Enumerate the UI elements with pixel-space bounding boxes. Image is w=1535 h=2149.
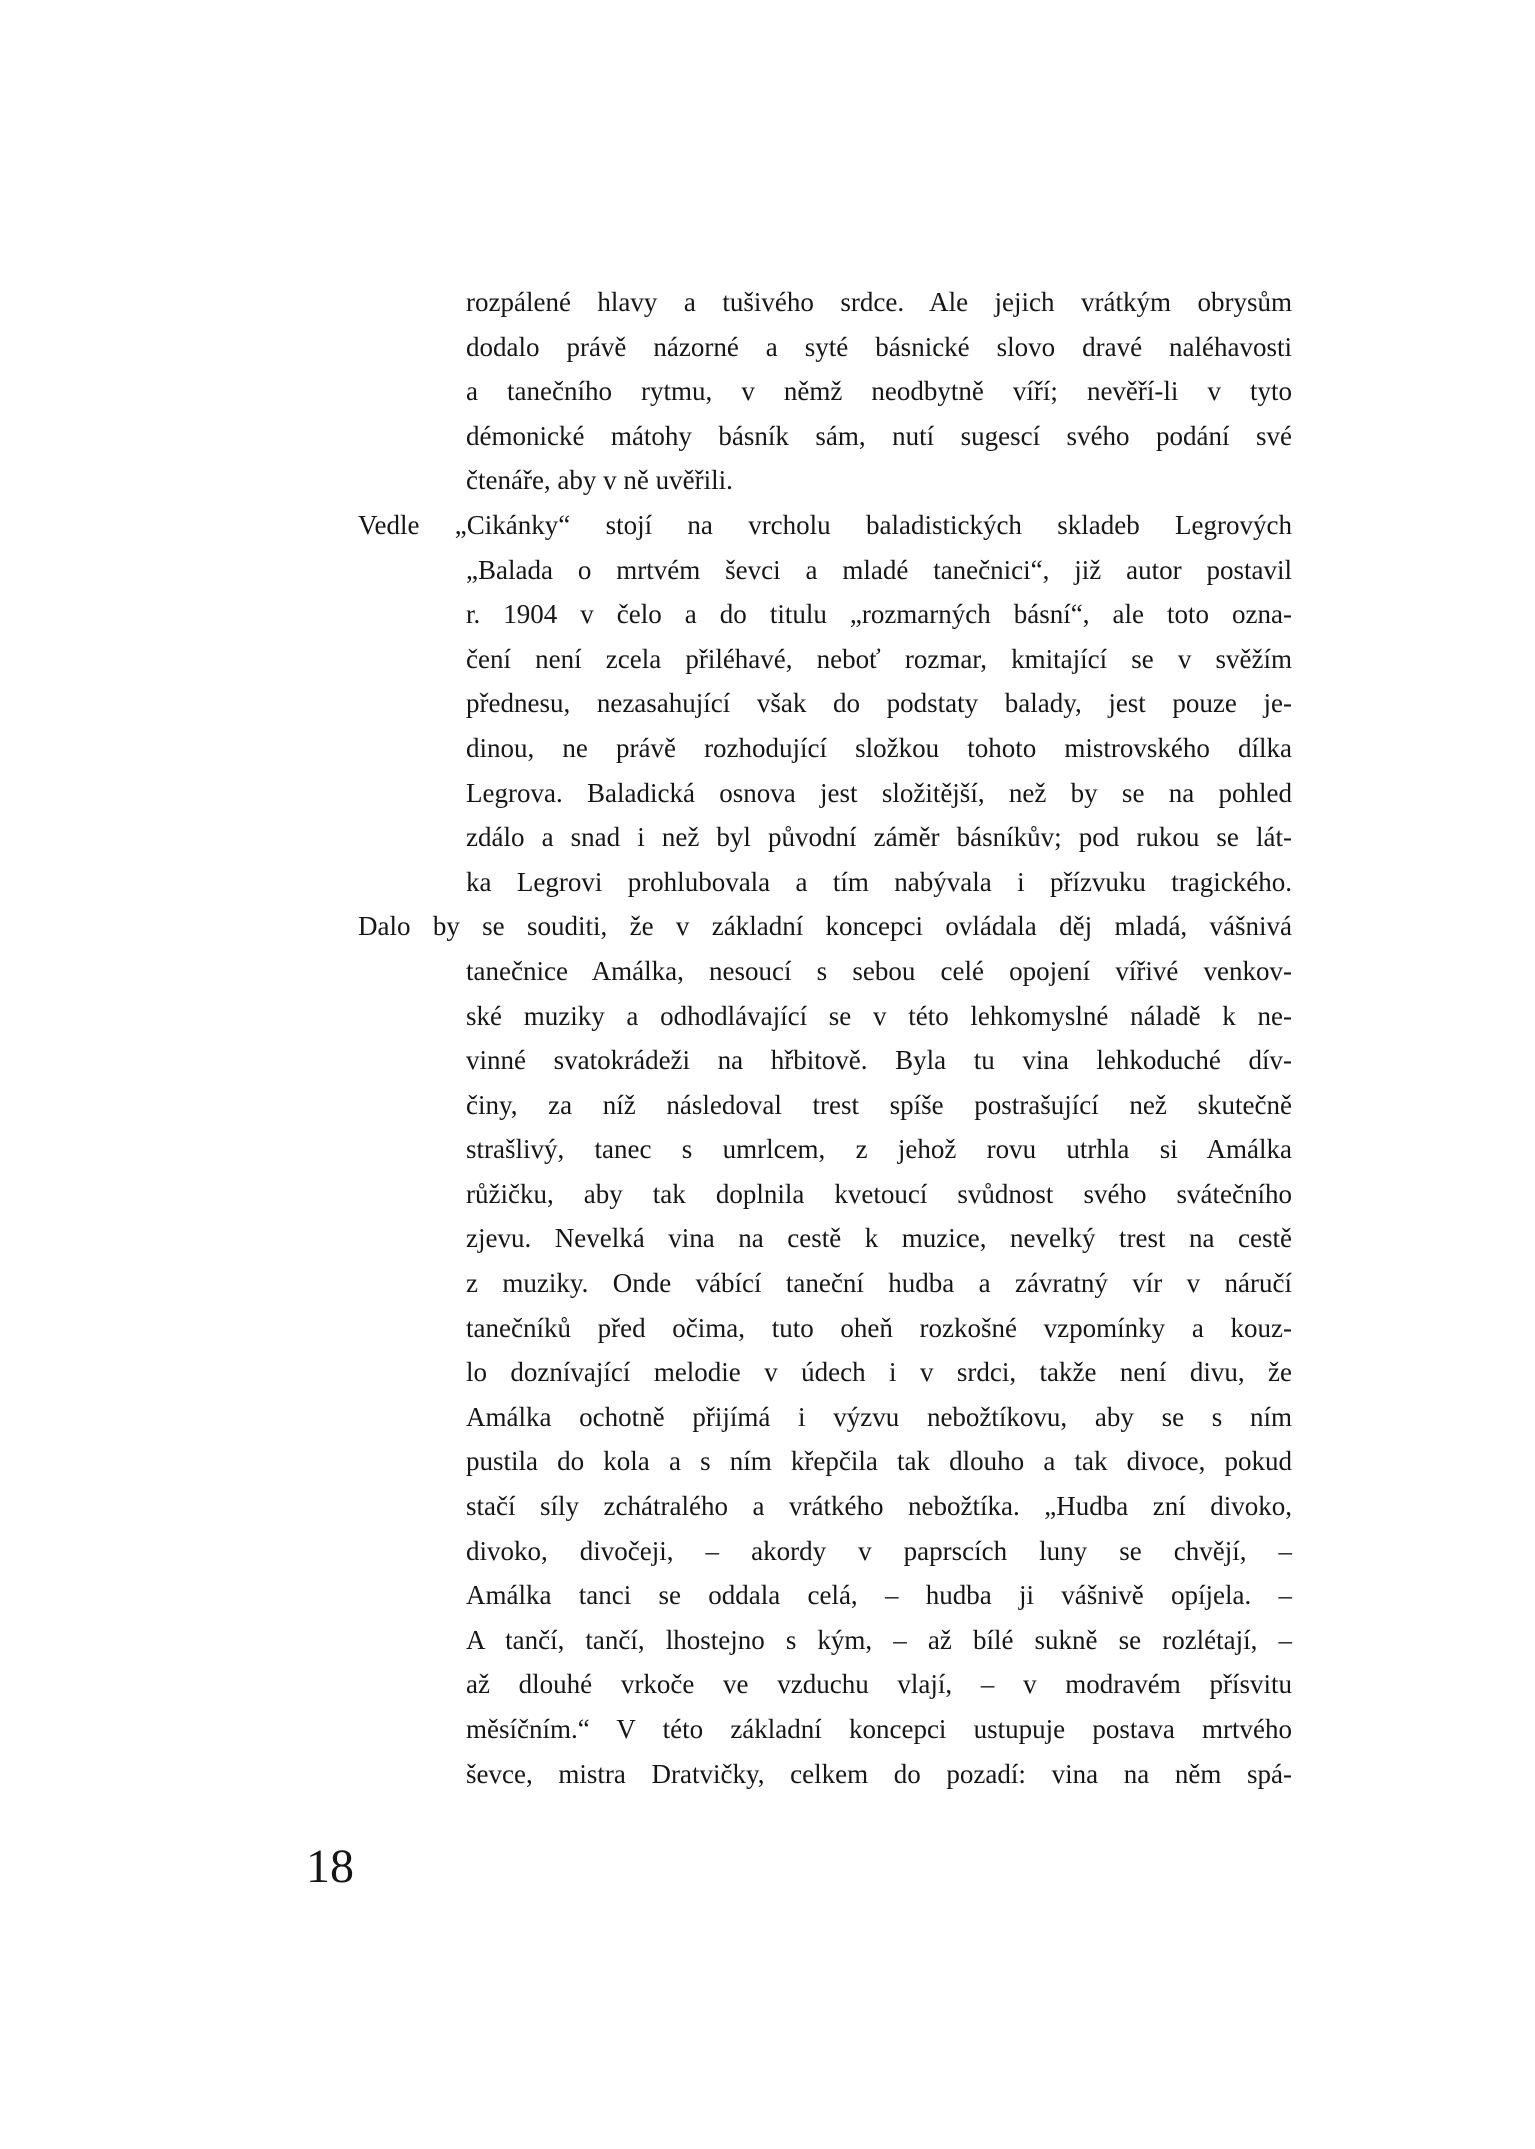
text-line: tanečníků před očima, tuto oheň rozkošné vzpomínky a kouz- <box>466 1312 1292 1343</box>
text-line: ševce, mistra Dratvičky, celkem do pozadí: vina na něm spá- <box>466 1758 1292 1789</box>
text-line: démonické mátohy básník sám, nutí sugescí svého podání své <box>466 420 1292 451</box>
text-line: až dlouhé vrkoče ve vzduchu vlají, – v modravém přísvitu <box>466 1669 1292 1700</box>
text-line: pustila do kola a s ním křepčila tak dlouho a tak divoce, pokud <box>466 1446 1292 1477</box>
text-line: divoko, divočeji, – akordy v paprscích luny se chvějí, – <box>466 1535 1292 1566</box>
text-line: dinou, ne právě rozhodující složkou tohoto mistrovského dílka <box>466 732 1292 763</box>
text-line: činy, za níž následoval trest spíše postrašující než skutečně <box>466 1089 1292 1120</box>
text-line: rozpálené hlavy a tušivého srdce. Ale jejich vrátkým obrysům <box>466 287 1292 317</box>
text-line: stačí síly zchátralého a vrátkého nebožtíka. „Hudba zní divoko, <box>466 1491 1292 1522</box>
text-line: čení není zcela přiléhavé, neboť rozmar, kmitající se v svěžím <box>466 643 1292 674</box>
text-line: dodalo právě názorné a syté básnické slovo dravé naléhavosti <box>466 331 1292 362</box>
text-line: lo doznívající melodie v údech i v srdci, takže není divu, že <box>466 1357 1292 1388</box>
text-line: měsíčním.“ V této základní koncepci ustupuje postava mrtvého <box>466 1714 1292 1744</box>
text-line: vinné svatokrádeži na hřbitově. Byla tu vina lehkoduché dív- <box>466 1045 1292 1076</box>
body-text <box>358 280 1292 1796</box>
text-line: strašlivý, tanec s umrlcem, z jehož rovu utrhla si Amálka <box>466 1134 1292 1165</box>
text-line: tanečnice Amálka, nesoucí s sebou celé opojení vířivé venkov- <box>466 955 1292 986</box>
text-line: z muziky. Onde vábící taneční hudba a závratný vír v náručí <box>466 1268 1292 1299</box>
text-line: a tanečního rytmu, v němž neodbytně víří; nevěří-li v tyto <box>466 376 1292 407</box>
text-line: Legrova. Baladická osnova jest složitější, než by se na pohled <box>466 777 1292 808</box>
text-line: růžičku, aby tak doplnila kvetoucí svůdnost svého svátečního <box>466 1178 1292 1209</box>
text-line: zjevu. Nevelká vina na cestě k muzice, nevelký trest na cestě <box>466 1223 1292 1254</box>
text-line-paragraph-start: Vedle „Cikánky“ stojí na vrcholu baladistických skladeb Legrových <box>358 509 1292 540</box>
text-line-paragraph-start: Dalo by se souditi, že v základní koncepci ovládala děj mladá, vášnivá <box>358 911 1292 942</box>
text-line: Amálka ochotně přijímá i výzvu nebožtíkovu, aby se s ním <box>466 1401 1292 1432</box>
text-line: přednesu, nezasahující však do podstaty balady, jest pouze je- <box>466 688 1292 719</box>
text-line: čtenáře, aby v ně uvěřili. <box>466 465 733 496</box>
text-line: zdálo a snad i než byl původní záměr básníkův; pod rukou se lát- <box>466 822 1292 853</box>
text-line: ka Legrovi prohlubovala a tím nabývala i přízvuku tragického. <box>466 866 1292 897</box>
text-line: r. 1904 v čelo a do titulu „rozmarných básní“, ale toto ozna- <box>466 599 1292 630</box>
page-number: 18 <box>306 1840 354 1893</box>
text-line: A tančí, tančí, lhostejno s kým, – až bílé sukně se rozlétají, – <box>466 1624 1292 1655</box>
text-line: „Balada o mrtvém ševci a mladé tanečnici“, již autor postavil <box>466 554 1292 585</box>
text-line: Amálka tanci se oddala celá, – hudba ji vášnivě opíjela. – <box>466 1580 1292 1611</box>
text-line: ské muziky a odhodlávající se v této lehkomyslné náladě k ne- <box>466 1000 1292 1031</box>
